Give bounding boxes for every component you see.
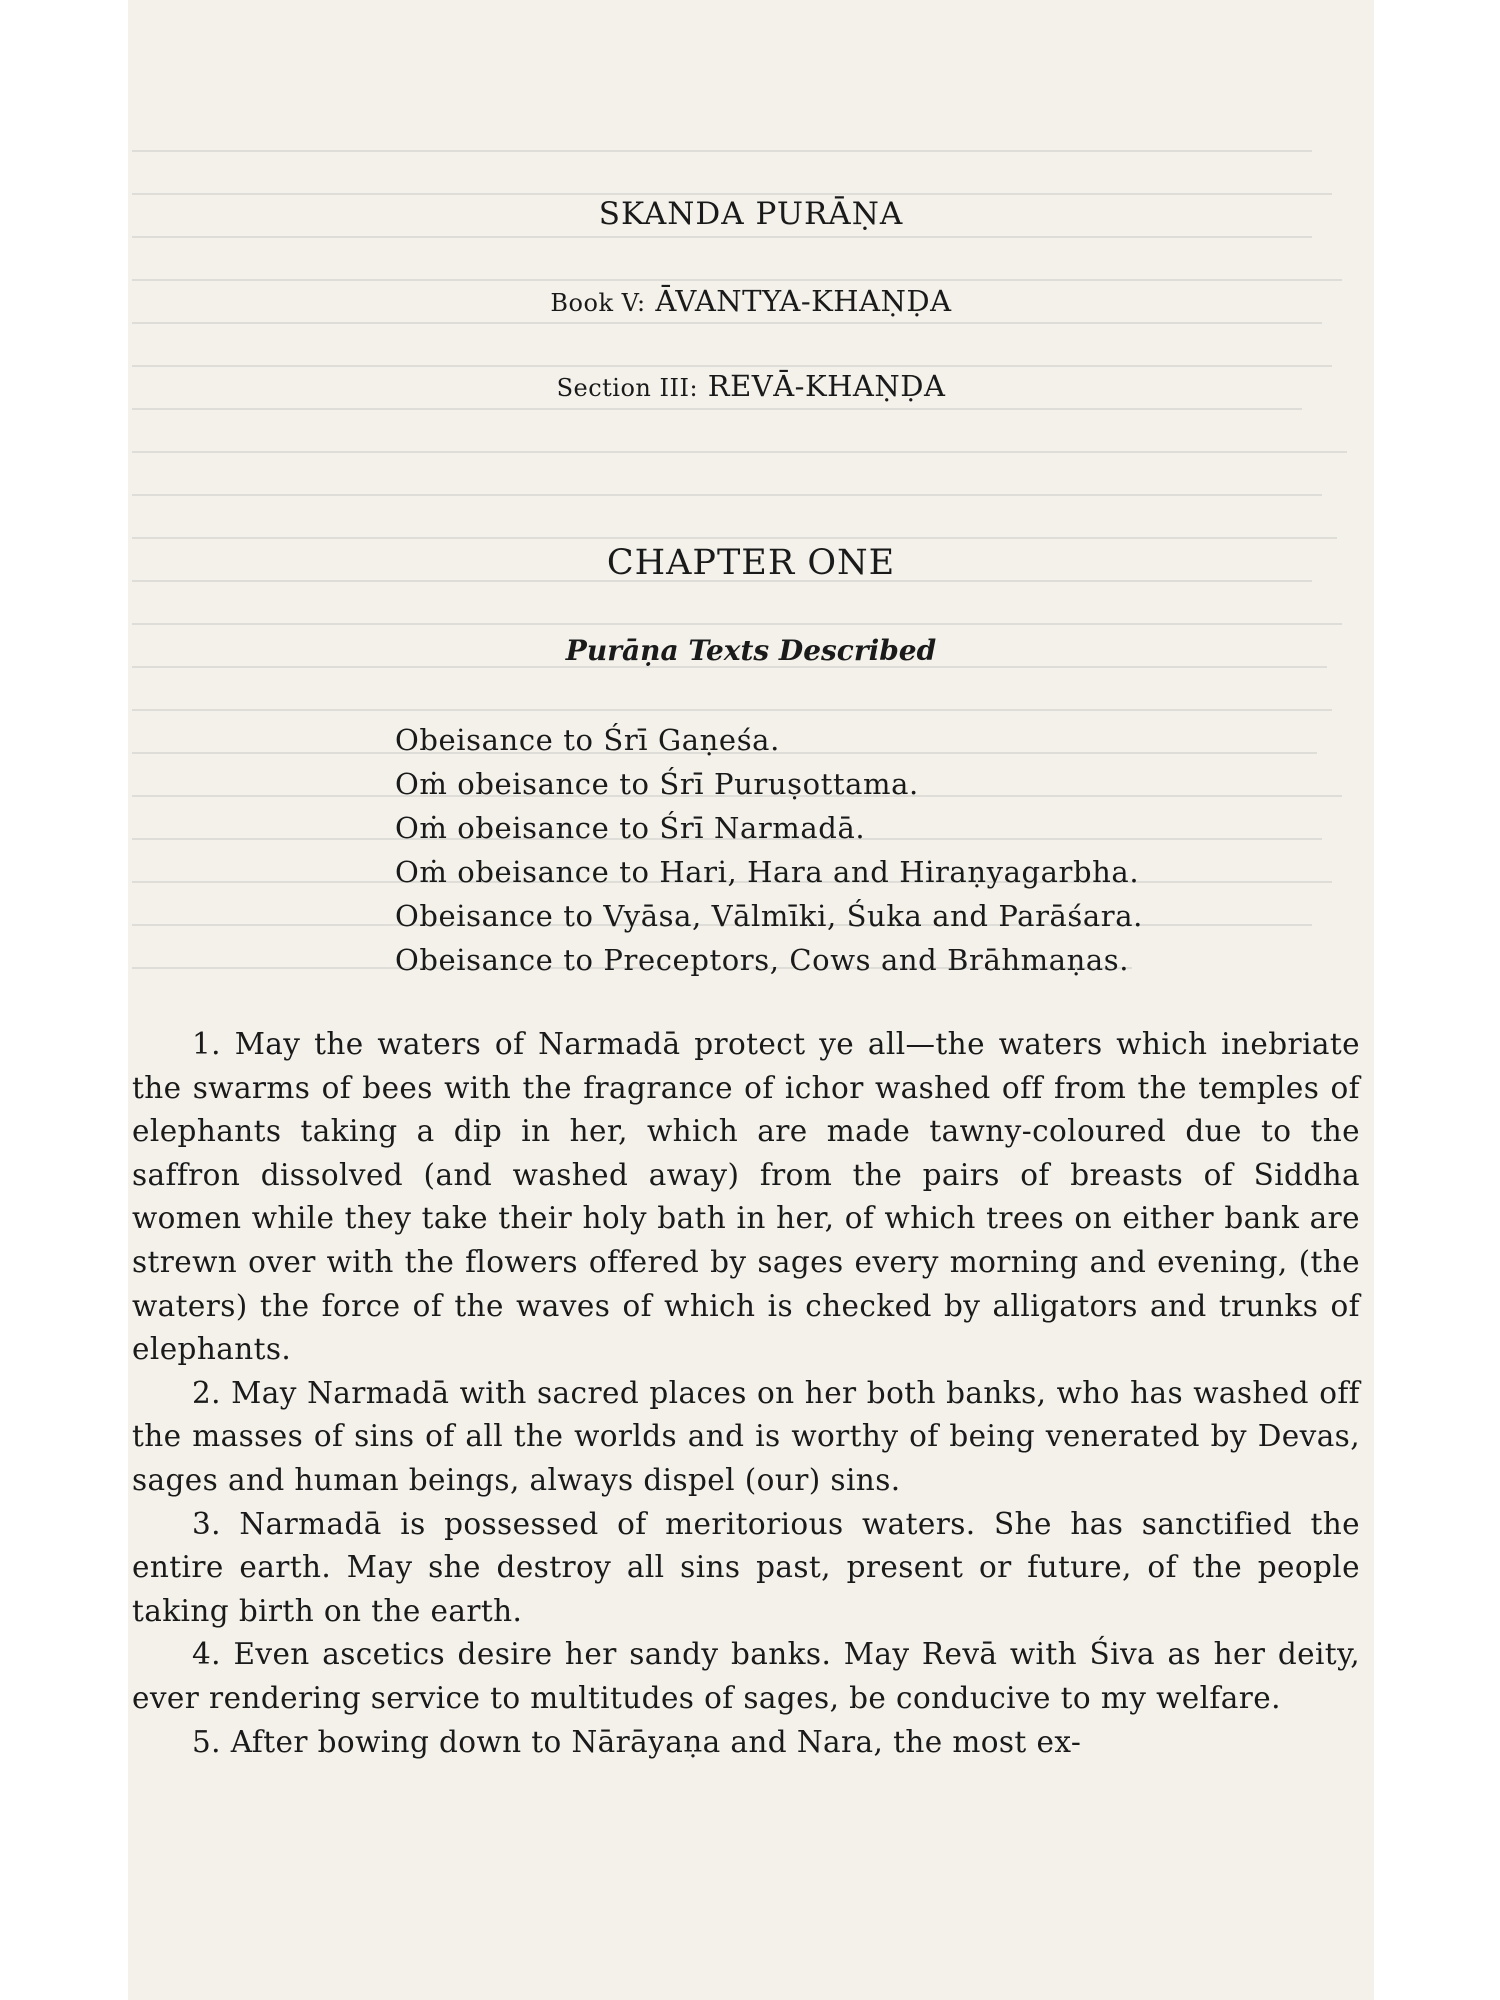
verse-paragraph: 5. After bowing down to Nārāyaṇa and Nara, the most ex- xyxy=(192,1724,1082,1759)
book-heading xyxy=(128,284,1374,318)
verse-paragraph: 1. May the waters of Narmadā protect ye all—the waters which inebriate the swarms of bees with the fragrance of ichor washed off from the temples of elephants taking a dip in her, which are made tawny-coloured due to the saffron dissolved (and washed away) from the pairs of breasts of Siddha women while they take their holy bath in her, of which trees on either bank are strewn over with the flowers offered by sages every morning and evening, (the waters) the force of the waves of which is checked by alligators and trunks of elephants. xyxy=(132,1027,1360,1367)
page-content xyxy=(128,0,1374,2000)
invocation-line: Obeisance to Vyāsa, Vālmīki, Śuka and Parāśara. xyxy=(395,899,1143,933)
invocation-list xyxy=(395,718,1374,982)
book-label: Book V: xyxy=(550,289,646,317)
verse-list xyxy=(132,1023,1360,1764)
section-label: Section III: xyxy=(556,374,699,402)
invocation-line: Obeisance to Preceptors, Cows and Brāhmaṇas. xyxy=(395,943,1130,977)
chapter-subtitle: Purāṇa Texts Described xyxy=(565,634,937,667)
invocation-line: Oṁ obeisance to Śrī Narmadā. xyxy=(395,811,866,845)
section-name: REVĀ-KHAṆḌA xyxy=(707,369,946,403)
section-heading xyxy=(128,369,1374,403)
verse-paragraph: 4. Even ascetics desire her sandy banks. May Revā with Śiva as her deity, ever rendering service to multitudes of sages, be conducive to my welfare. xyxy=(132,1637,1360,1715)
book-page xyxy=(128,0,1374,2000)
left-margin xyxy=(0,0,128,2000)
verse-paragraph: 2. May Narmadā with sacred places on her both banks, who has washed off the masses of sins of all the worlds and is worthy of being venerated by Devas, sages and human beings, always dispel (our) sins. xyxy=(132,1375,1360,1497)
verse-paragraph: 3. Narmadā is possessed of meritorious waters. She has sanctified the entire earth. May she destroy all sins past, present or future, of the people taking birth on the earth. xyxy=(132,1506,1360,1628)
chapter-title: CHAPTER ONE xyxy=(606,543,896,583)
right-margin xyxy=(1374,0,1500,2000)
book-title: SKANDA PURĀṆA xyxy=(598,196,904,232)
book-name: ĀVANTYA-KHAṆḌA xyxy=(655,284,952,318)
invocation-line: Obeisance to Śrī Gaṇeśa. xyxy=(395,723,780,757)
invocation-line: Oṁ obeisance to Hari, Hara and Hiraṇyagarbha. xyxy=(395,855,1140,889)
invocation-line: Oṁ obeisance to Śrī Puruṣottama. xyxy=(395,767,919,801)
